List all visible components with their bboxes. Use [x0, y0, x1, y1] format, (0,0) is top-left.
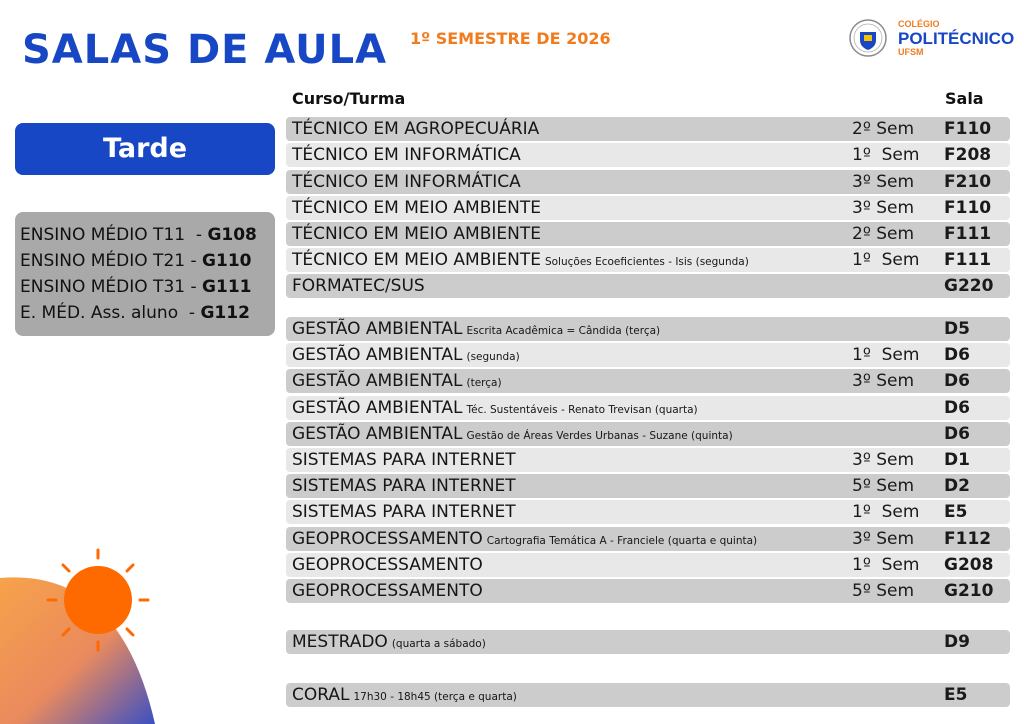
table-row	[286, 448, 1010, 472]
semester-cell: 3º Sem	[852, 529, 915, 549]
room-cell: F111	[944, 250, 992, 270]
table-row	[286, 170, 1010, 194]
course-cell	[292, 143, 521, 167]
semester-cell: 1º Sem	[852, 345, 920, 365]
classroom-table	[286, 0, 1010, 724]
room-cell: F208	[944, 145, 992, 165]
room-cell: G220	[944, 276, 994, 296]
course-cell	[292, 553, 483, 577]
logo-line-college: COLÉGIO	[898, 19, 940, 29]
course-note: Gestão de Áreas Verdes Urbanas - Suzane (quinta)	[466, 430, 733, 442]
table-row	[286, 248, 1010, 272]
course-cell	[292, 527, 757, 553]
room-cell: D6	[944, 398, 970, 418]
period-badge: Tarde	[15, 123, 275, 175]
ensino-label: E. MÉD. Ass. aluno -	[20, 303, 201, 323]
room-cell: G210	[944, 581, 994, 601]
semester-cell: 3º Sem	[852, 172, 915, 192]
room-cell: D6	[944, 371, 970, 391]
column-header-course: Curso/Turma	[292, 89, 406, 108]
course-note: Escrita Acadêmica = Cândida (terça)	[466, 325, 661, 337]
table-row	[286, 500, 1010, 524]
course-name: GESTÃO AMBIENTAL	[292, 398, 463, 418]
course-name: GESTÃO AMBIENTAL	[292, 345, 463, 365]
logo-line-politecnico: POLITÉCNICO	[898, 29, 1015, 48]
semester-cell: 1º Sem	[852, 250, 920, 270]
table-row	[286, 143, 1010, 167]
ensino-line	[20, 300, 275, 326]
room-cell: F210	[944, 172, 992, 192]
room-cell: F110	[944, 119, 992, 139]
course-note: Cartografia Temática A - Franciele (quarta e quinta)	[486, 535, 758, 547]
table-row	[286, 630, 1010, 654]
course-name: GEOPROCESSAMENTO	[292, 529, 483, 549]
course-cell	[292, 117, 539, 141]
room-cell: F110	[944, 198, 992, 218]
course-cell	[292, 630, 486, 656]
ensino-room: G111	[202, 277, 252, 297]
semester-cell: 3º Sem	[852, 198, 915, 218]
table-row	[286, 317, 1010, 341]
course-name: CORAL	[292, 685, 350, 705]
course-name: GESTÃO AMBIENTAL	[292, 424, 463, 444]
room-cell: F112	[944, 529, 992, 549]
course-name: TÉCNICO EM MEIO AMBIENTE	[292, 250, 541, 270]
course-cell	[292, 500, 516, 524]
ensino-room: G112	[200, 303, 250, 323]
course-cell	[292, 248, 749, 274]
course-note: (segunda)	[466, 351, 520, 363]
course-name: GESTÃO AMBIENTAL	[292, 371, 463, 391]
sun-decoration-icon	[0, 548, 160, 724]
course-name: GEOPROCESSAMENTO	[292, 555, 483, 575]
course-cell	[292, 474, 516, 498]
course-note: 17h30 - 18h45 (terça e quarta)	[353, 691, 517, 703]
room-cell: D6	[944, 345, 970, 365]
course-cell	[292, 448, 516, 472]
semester-cell: 2º Sem	[852, 119, 915, 139]
course-name: TÉCNICO EM AGROPECUÁRIA	[292, 119, 540, 139]
semester-cell: 1º Sem	[852, 145, 920, 165]
course-note: (quarta a sábado)	[391, 638, 486, 650]
course-note: (terça)	[466, 377, 502, 389]
ensino-medio-box	[15, 212, 275, 336]
table-row	[286, 396, 1010, 420]
table-row	[286, 474, 1010, 498]
ensino-line	[20, 274, 275, 300]
table-row	[286, 527, 1010, 551]
semester-cell: 3º Sem	[852, 371, 915, 391]
course-name: SISTEMAS PARA INTERNET	[292, 502, 516, 522]
table-row	[286, 222, 1010, 246]
logo-line-ufsm: UFSM	[898, 47, 924, 57]
table-row	[286, 196, 1010, 220]
course-cell	[292, 422, 733, 448]
course-cell	[292, 343, 520, 369]
course-cell	[292, 170, 521, 194]
course-name: GESTÃO AMBIENTAL	[292, 319, 463, 339]
course-cell	[292, 196, 541, 220]
semester-label: 1º SEMESTRE DE 2026	[410, 29, 611, 48]
page-title: SALAS DE AULA	[22, 27, 388, 73]
semester-cell: 5º Sem	[852, 476, 915, 496]
course-name: FORMATEC/SUS	[292, 276, 425, 296]
course-name: SISTEMAS PARA INTERNET	[292, 450, 516, 470]
table-row	[286, 274, 1010, 298]
ensino-label: ENSINO MÉDIO T11 -	[20, 225, 208, 245]
course-name: TÉCNICO EM INFORMÁTICA	[292, 172, 521, 192]
room-cell: D9	[944, 632, 970, 652]
course-cell	[292, 317, 660, 343]
ensino-label: ENSINO MÉDIO T21 -	[20, 251, 203, 271]
course-cell	[292, 222, 541, 246]
table-row	[286, 422, 1010, 446]
table-row	[286, 683, 1010, 707]
room-cell: D6	[944, 424, 970, 444]
semester-cell: 2º Sem	[852, 224, 915, 244]
table-row	[286, 579, 1010, 603]
course-name: GEOPROCESSAMENTO	[292, 581, 483, 601]
course-name: TÉCNICO EM INFORMÁTICA	[292, 145, 521, 165]
course-name: TÉCNICO EM MEIO AMBIENTE	[292, 198, 541, 218]
room-cell: G208	[944, 555, 994, 575]
table-row	[286, 343, 1010, 367]
semester-cell: 1º Sem	[852, 502, 920, 522]
course-cell	[292, 274, 425, 298]
room-cell: E5	[944, 502, 968, 522]
ensino-room: G110	[202, 251, 252, 271]
room-cell: F111	[944, 224, 992, 244]
column-header-room: Sala	[945, 89, 984, 108]
ensino-line	[20, 222, 275, 248]
table-row	[286, 117, 1010, 141]
room-cell: D2	[944, 476, 970, 496]
room-cell: D1	[944, 450, 970, 470]
course-note: Téc. Sustentáveis - Renato Trevisan (quarta)	[466, 404, 698, 416]
room-cell: E5	[944, 685, 968, 705]
course-note: Soluções Ecoeficientes - Isis (segunda)	[544, 256, 749, 268]
ensino-line	[20, 248, 275, 274]
course-cell	[292, 396, 698, 422]
room-cell: D5	[944, 319, 970, 339]
semester-cell: 3º Sem	[852, 450, 915, 470]
course-name: TÉCNICO EM MEIO AMBIENTE	[292, 224, 541, 244]
course-name: MESTRADO	[292, 632, 388, 652]
ensino-label: ENSINO MÉDIO T31 -	[20, 277, 203, 297]
table-row	[286, 553, 1010, 577]
course-cell	[292, 369, 502, 395]
course-cell	[292, 683, 517, 709]
ensino-room: G108	[207, 225, 257, 245]
semester-cell: 5º Sem	[852, 581, 915, 601]
table-row	[286, 369, 1010, 393]
course-cell	[292, 579, 483, 603]
course-name: SISTEMAS PARA INTERNET	[292, 476, 516, 496]
semester-cell: 1º Sem	[852, 555, 920, 575]
